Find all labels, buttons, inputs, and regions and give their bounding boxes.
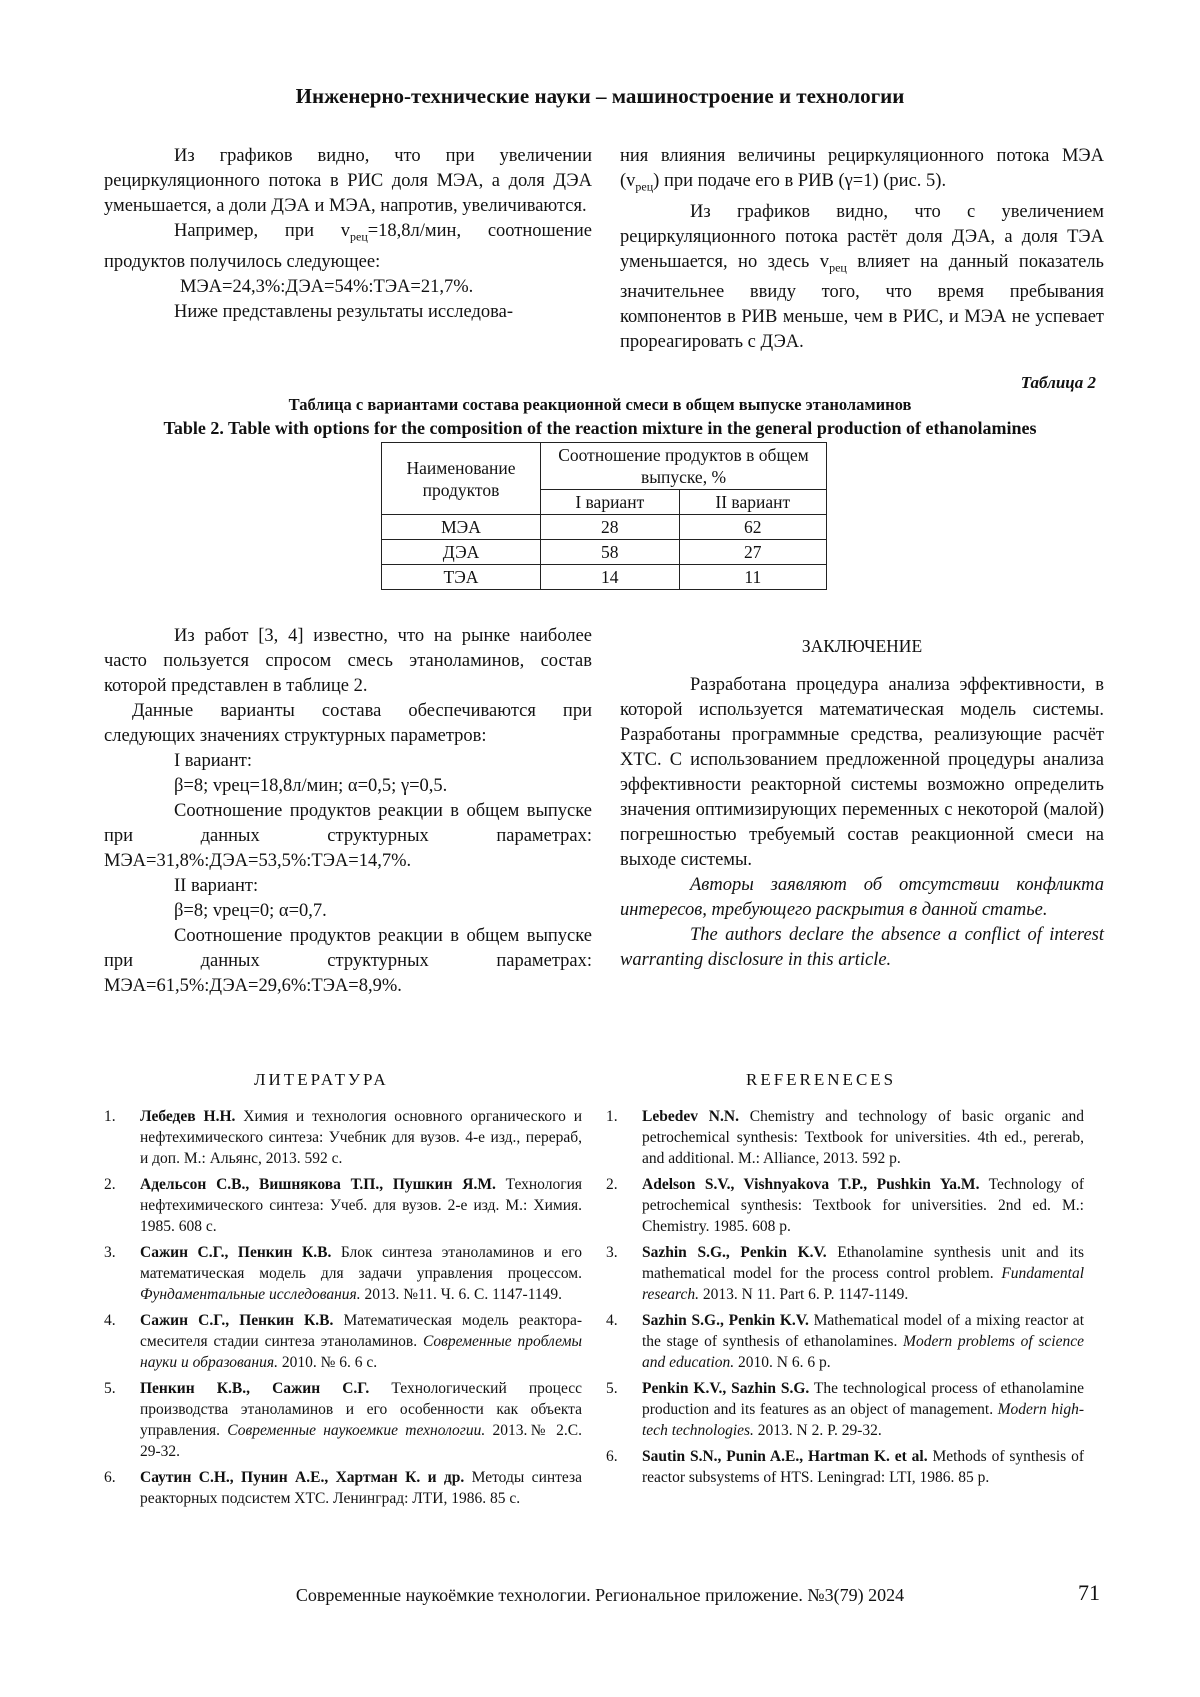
- paragraph: Например, при $v_{рец}=18,8л$/мин, соотношение продуктов получилось следующее:: [104, 221, 592, 272]
- table-title-en: Table 2. Table with options for the composition of the reaction mixture in the general production of ethanolamines: [163, 418, 1037, 438]
- paragraph: Данные варианты состава обеспечиваются при следующих значениях структурных параметров:: [104, 701, 592, 746]
- formula-line: МЭА=24,3%:ДЭА=54%:ТЭА=21,7%.: [180, 276, 474, 297]
- paragraph: Из графиков видно, что с увеличением рециркуляционного потока растёт доля ДЭА, а доля ТЭА уменьшается, но здесь $v_{рец}$ влияет на данный показатель значительнее ввиду того, что время пребывания компонентов в РИВ меньше, чем в РИС, и МЭА не успевает прореагировать с ДЭА.: [620, 201, 1104, 353]
- list-item: 5. Пенкин К.В., Сажин С.Г. Технологический процесс производства этаноламинов и его особенности как объекта управления. Современные наукоемкие технологии. 2013.№ 2.С. 29-32.: [104, 1380, 582, 1460]
- references-heading: REFERENECES: [746, 1070, 897, 1089]
- paragraph: Разработана процедура анализа эффективности, в которой используется математическая модель системы. Разработаны программные средства, реализующие расчёт ХТС. С использованием предложенной процедуры анализа эффективности реакторной системы возможно определить значения оптимизирующих переменных с некоторой (малой) погрешностью требуемый состав реакционной смеси на выходе системы.: [620, 675, 1104, 870]
- table-label: Таблица 2: [1020, 373, 1096, 392]
- variant-params: β=8; vрец=0; α=0,7.: [174, 901, 327, 921]
- table-row: МЭА 28 62: [382, 515, 827, 540]
- paragraph: Ниже представлены результаты исследова-: [174, 301, 514, 322]
- list-item: 6. Sautin S.N., Punin A.E., Hartman K. et al. Methods of synthesis of reactor subsystems of HTS. Leningrad: LTI, 1986. 85 p.: [606, 1448, 1084, 1486]
- list-item: 1. Лебедев Н.Н. Химия и технология основного органического и нефтехимического синтеза: Учебник для вузов. 4-е изд., перераб, и доп. М.: Альянс, 2013. 592 с.: [104, 1108, 583, 1167]
- list-item: 4. Sazhin S.G., Penkin K.V. Mathematical model of a mixing reactor at the stage of synthesis of ethanolamines. Modern problems of science and education. 2010. N 6. 6 p.: [606, 1312, 1084, 1371]
- list-item: 3. Sazhin S.G., Penkin K.V. Ethanolamine synthesis unit and its mathematical model for the process control problem. Fundamental research. 2013. N 11. Part 6. P. 1147-1149.: [606, 1244, 1084, 1303]
- page-number: 71: [1078, 1580, 1100, 1605]
- table-header-ratio: Соотношение продуктов в общем выпуске, %: [541, 443, 827, 490]
- literature-list: [104, 1106, 582, 1514]
- conflict-statement-ru: Авторы заявляют об отсутствии конфликта интересов, требующего раскрытия в данной статье.: [620, 875, 1104, 920]
- references-list: [606, 1106, 1084, 1493]
- journal-footer: Современные наукоёмкие технологии. Региональное приложение. №3(79) 2024: [295, 1585, 905, 1605]
- paragraph: Из графиков видно, что при увеличении рециркуляционного потока в РИС доля МЭА, а доля ДЭА уменьшается, а доли ДЭА и МЭА, напротив, увеличиваются.: [104, 146, 592, 216]
- conflict-statement-en: The authors declare the absence a conflict of interest warranting disclosure in this article.: [620, 925, 1104, 970]
- composition-table: [381, 442, 827, 590]
- table-row: ТЭА 14 11: [382, 565, 827, 590]
- variant-params: β=8; vрец=18,8л/мин; α=0,5; γ=0,5.: [174, 776, 448, 796]
- page-header: Инженерно-технические науки – машиностроение и технологии: [295, 84, 905, 108]
- conclusion-heading: ЗАКЛЮЧЕНИЕ: [801, 636, 923, 656]
- paragraph: ния влияния величины рециркуляционного потока МЭА $(v_{рец})$ при подаче его в РИВ (γ=1) (рис. 5).: [620, 146, 1104, 194]
- list-item: 1. Lebedev N.N. Chemistry and technology of basic organic and petrochemical synthesis: Textbook for universities. 4th ed., pererab, and additional. M.: Alliance, 2013. 592 p.: [606, 1108, 1085, 1167]
- paragraph: Соотношение продуктов реакции в общем выпуске при данных структурных параметрах: МЭА=31,8%:ДЭА=53,5%:ТЭА=14,7%.: [104, 801, 592, 871]
- list-item: 4. Сажин С.Г., Пенкин К.В. Математическая модель реактора-смесителя стадии синтеза этаноламинов. Современные проблемы науки и образования. 2010. № 6. 6 с.: [104, 1312, 583, 1371]
- list-item: 6. Саутин С.Н., Пунин А.Е., Хартман К. и др. Методы синтеза реакторных подсистем ХТС. Ленинград: ЛТИ, 1986. 85 с.: [104, 1469, 582, 1507]
- list-item: 2. Адельсон С.В., Вишнякова Т.П., Пушкин Я.М. Технология нефтехимического синтеза: Учеб. для вузов. 2-е изд. М.: Химия. 1985. 608 с.: [104, 1176, 582, 1235]
- variant-label: I вариант:: [174, 751, 252, 771]
- literature-heading: ЛИТЕРАТУРА: [254, 1070, 389, 1089]
- variant-label: II вариант:: [174, 876, 259, 896]
- list-item: 5. Penkin K.V., Sazhin S.G. The technological process of ethanolamine production and its features as an object of management. Modern high-tech technologies. 2013. N 2. P. 29-32.: [606, 1380, 1084, 1439]
- table-header-variant-2: II вариант: [679, 490, 826, 515]
- column-right-top: [620, 144, 1104, 355]
- paragraph: Из работ [3, 4] известно, что на рынке наиболее часто пользуется спросом смесь этаноламинов, состав которой представлен в таблице 2.: [104, 626, 592, 696]
- column-left-mid: [104, 624, 592, 999]
- column-right-mid: [620, 624, 1104, 973]
- column-left-top: [104, 144, 592, 325]
- paragraph: Соотношение продуктов реакции в общем выпуске при данных структурных параметрах: МЭА=61,5%:ДЭА=29,6%:ТЭА=8,9%.: [104, 926, 592, 996]
- list-item: 3. Сажин С.Г., Пенкин К.В. Блок синтеза этаноламинов и его математическая модель для задачи управления процессом. Фундаментальные исследования. 2013. №11. Ч. 6. С. 1147-1149.: [104, 1244, 583, 1303]
- table-row: ДЭА 58 27: [382, 540, 827, 565]
- list-item: 2. Adelson S.V., Vishnyakova T.P., Pushkin Ya.M. Technology of petrochemical synthesis: Textbook for universities. 2nd ed. M.: Chemistry. 1985. 608 p.: [606, 1176, 1085, 1235]
- table-header-name: Наименование продуктов: [382, 443, 541, 515]
- table-title-ru: Таблица с вариантами состава реакционной смеси в общем выпуске этаноламинов: [288, 395, 912, 414]
- table-header-variant-1: I вариант: [541, 490, 680, 515]
